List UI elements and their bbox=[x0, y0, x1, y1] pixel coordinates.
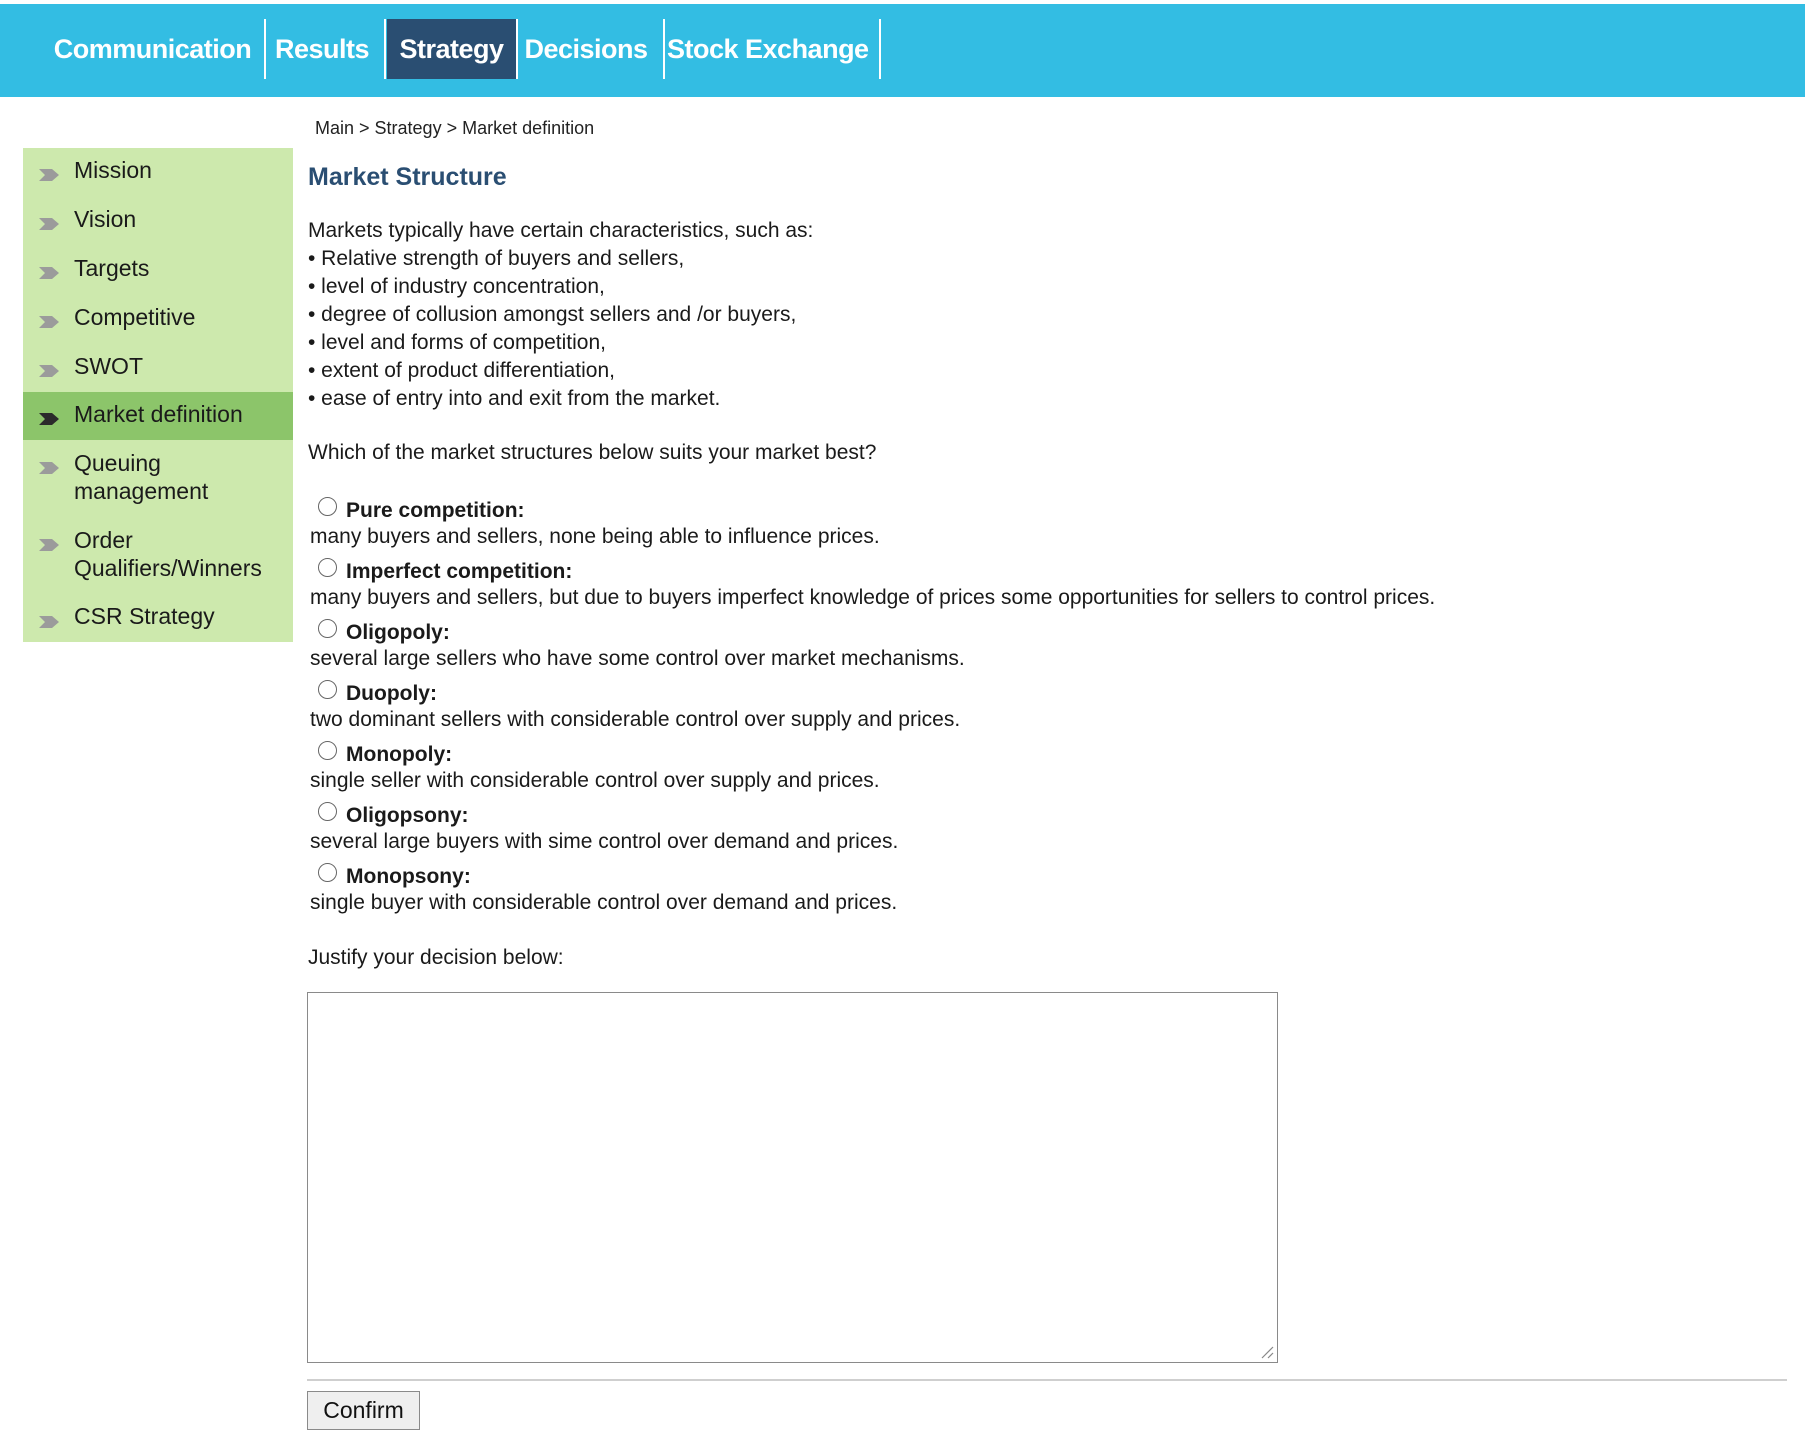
option-title: Duopoly: bbox=[346, 682, 437, 705]
breadcrumb: Main > Strategy > Market definition bbox=[315, 118, 595, 138]
tab-divider bbox=[384, 19, 386, 79]
option-radio[interactable] bbox=[318, 741, 337, 760]
sidebar-item-competitive[interactable] bbox=[23, 295, 293, 344]
resize-grip-icon[interactable] bbox=[1260, 1345, 1274, 1359]
option-description: single seller with considerable control over supply and prices. bbox=[310, 769, 880, 792]
tab-strategy[interactable]: Strategy bbox=[387, 19, 516, 79]
sidebar-item-market-definition[interactable] bbox=[23, 392, 293, 440]
arrow-right-icon bbox=[38, 315, 60, 329]
page-title: Market Structure bbox=[308, 163, 507, 191]
tab-decisions[interactable]: Decisions bbox=[524, 34, 648, 64]
option-radio[interactable] bbox=[318, 863, 337, 882]
sidebar-item-vision[interactable] bbox=[23, 197, 293, 246]
sidebar-item-queuing-management[interactable] bbox=[23, 440, 293, 517]
bullet-item: • level and forms of competition, bbox=[308, 331, 606, 354]
intro-line: Markets typically have certain characteristics, such as: bbox=[308, 219, 814, 242]
bullet-item: • Relative strength of buyers and sellers, bbox=[308, 247, 685, 270]
sidebar-item-mission[interactable] bbox=[23, 148, 293, 197]
arrow-right-icon bbox=[38, 217, 60, 231]
option-title: Oligopoly: bbox=[346, 621, 450, 644]
confirm-button[interactable]: Confirm bbox=[307, 1391, 420, 1430]
arrow-right-icon bbox=[38, 168, 60, 182]
arrow-right-icon bbox=[38, 412, 60, 426]
option-radio[interactable] bbox=[318, 619, 337, 638]
option-description: many buyers and sellers, but due to buyers imperfect knowledge of prices some opportunities for sellers to control prices. bbox=[310, 586, 1436, 609]
sidebar-item-label: Targets bbox=[74, 255, 150, 281]
option-title: Imperfect competition: bbox=[346, 560, 573, 583]
option-title: Pure competition: bbox=[346, 499, 525, 522]
divider bbox=[307, 1379, 1787, 1381]
arrow-right-icon bbox=[38, 615, 60, 629]
bullet-item: • ease of entry into and exit from the market. bbox=[308, 387, 721, 410]
option-title: Oligopsony: bbox=[346, 804, 469, 827]
option-description: two dominant sellers with considerable control over supply and prices. bbox=[310, 708, 961, 731]
option-description: single buyer with considerable control over demand and prices. bbox=[310, 891, 898, 914]
option-description: several large sellers who have some control over market mechanisms. bbox=[310, 647, 965, 670]
sidebar bbox=[23, 148, 293, 642]
tab-stock-exchange[interactable]: Stock Exchange bbox=[667, 34, 869, 64]
sidebar-item-label: CSR Strategy bbox=[74, 603, 215, 629]
option-radio[interactable] bbox=[318, 558, 337, 577]
top-navigation bbox=[0, 4, 1805, 97]
sidebar-item-label: Order Qualifiers/Winners bbox=[74, 527, 262, 581]
tab-divider bbox=[663, 19, 665, 79]
sidebar-item-label: Vision bbox=[74, 206, 137, 232]
sidebar-item-label: Mission bbox=[74, 157, 152, 183]
intro-text bbox=[308, 217, 813, 413]
sidebar-item-csr-strategy[interactable] bbox=[23, 594, 293, 642]
arrow-right-icon bbox=[38, 538, 60, 552]
sidebar-item-order-qualifiers-winners[interactable] bbox=[23, 517, 293, 594]
sidebar-item-label: SWOT bbox=[74, 353, 143, 379]
option-description: several large buyers with sime control over demand and prices. bbox=[310, 830, 899, 853]
justify-label: Justify your decision below: bbox=[308, 946, 564, 969]
arrow-right-icon bbox=[38, 461, 60, 475]
option-radio[interactable] bbox=[318, 497, 337, 516]
sidebar-item-label: Queuing management bbox=[74, 450, 209, 504]
option-radio[interactable] bbox=[318, 680, 337, 699]
bullet-item: • extent of product differentiation, bbox=[308, 359, 615, 382]
question-text: Which of the market structures below suits your market best? bbox=[308, 441, 877, 464]
option-description: many buyers and sellers, none being able to influence prices. bbox=[310, 525, 880, 548]
tab-divider bbox=[264, 19, 266, 79]
arrow-right-icon bbox=[38, 266, 60, 280]
sidebar-item-targets[interactable] bbox=[23, 246, 293, 295]
tab-divider bbox=[879, 19, 881, 79]
option-radio[interactable] bbox=[318, 802, 337, 821]
sidebar-item-label: Competitive bbox=[74, 304, 196, 330]
justify-textarea[interactable] bbox=[307, 992, 1278, 1363]
sidebar-item-label: Market definition bbox=[74, 401, 243, 427]
bullet-item: • level of industry concentration, bbox=[308, 275, 605, 298]
tab-communication[interactable]: Communication bbox=[53, 34, 252, 64]
option-title: Monopoly: bbox=[346, 743, 453, 766]
tab-divider bbox=[516, 19, 518, 79]
sidebar-item-swot[interactable] bbox=[23, 344, 293, 392]
bullet-item: • degree of collusion amongst sellers and /or buyers, bbox=[308, 303, 797, 326]
arrow-right-icon bbox=[38, 364, 60, 378]
tab-results[interactable]: Results bbox=[274, 34, 370, 64]
option-title: Monopsony: bbox=[346, 865, 471, 888]
